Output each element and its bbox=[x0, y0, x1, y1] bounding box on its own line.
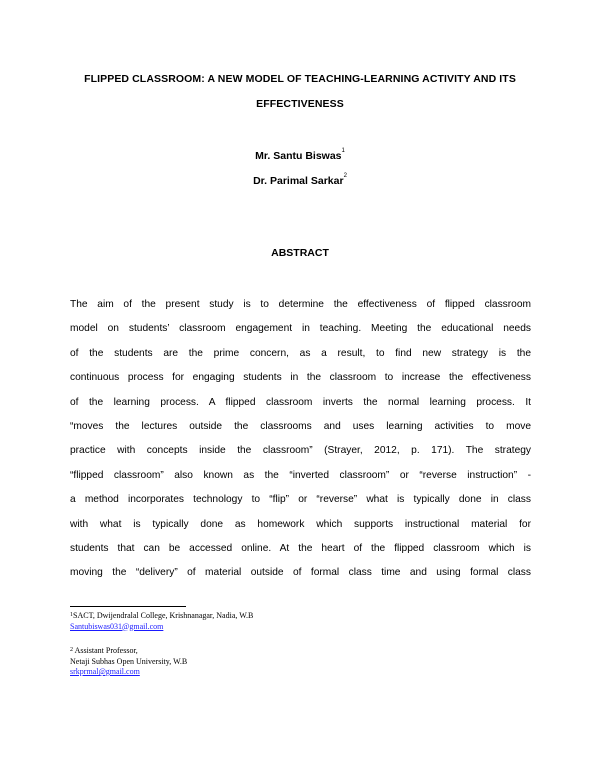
footnote-2-mark: 2 bbox=[70, 647, 73, 653]
author-2 bbox=[60, 175, 540, 187]
abstract-heading: ABSTRACT bbox=[271, 247, 329, 259]
author-2-mark: 2 bbox=[343, 173, 347, 179]
footnote-divider bbox=[70, 606, 186, 607]
footnote-2-text: Assistant Professor, bbox=[74, 646, 138, 655]
abstract-line: continuous process for engaging students in the classroom to increase the effectiveness bbox=[70, 372, 531, 384]
abstract-line: moving the “delivery” of material outside of formal class time and using formal class bbox=[70, 567, 531, 579]
footnote-1 bbox=[70, 611, 253, 632]
abstract-body bbox=[70, 293, 531, 586]
footnote-1-mark: 1 bbox=[70, 612, 73, 618]
abstract-line: of the learning process. A flipped classroom inverts the normal learning process. It bbox=[70, 396, 531, 408]
author-1-mark: 1 bbox=[341, 148, 345, 154]
footnote-1-email-link[interactable]: Santubiswas031@gmail.com bbox=[70, 621, 164, 631]
footnote-1-text: SACT, Dwijendralal College, Krishnanagar, Nadia, W.B bbox=[73, 611, 254, 620]
abstract-line: model on students’ classroom engagement in teaching. Meeting the educational needs bbox=[70, 323, 531, 335]
footnote-2 bbox=[70, 646, 187, 678]
paper-title-line-2: EFFECTIVENESS bbox=[256, 98, 344, 110]
footnote-2-affiliation: Netaji Subhas Open University, W.B bbox=[70, 656, 188, 666]
abstract-line: of the students are the prime concern, as a result, to find new strategy is the bbox=[70, 347, 531, 359]
abstract-line: a method incorporates technology to “flip” or “reverse” what is typically done in class bbox=[70, 494, 531, 506]
footnote-2-email-link[interactable]: srkprmal@gmail.com bbox=[70, 667, 140, 676]
author-2-name: Dr. Parimal Sarkar bbox=[253, 175, 344, 187]
author-1 bbox=[60, 150, 540, 162]
abstract-line: students that can be accessed online. At the heart of the flipped classroom which is bbox=[70, 542, 531, 554]
abstract-line: with what is typically done as homework which supports instructional material for bbox=[70, 518, 531, 530]
abstract-line: “moves the lectures outside the classrooms and uses learning activities to move bbox=[70, 420, 531, 432]
abstract-line: practice with concepts inside the classroom” (Strayer, 2012, p. 171). The strategy bbox=[70, 445, 531, 457]
abstract-line: “flipped classroom” also known as the “inverted classroom” or “reverse instruction” - bbox=[70, 469, 531, 481]
author-1-name: Mr. Santu Biswas bbox=[255, 150, 342, 162]
abstract-line: The aim of the present study is to determine the effectiveness of flipped classroom bbox=[70, 299, 531, 310]
paper-title-line-1: FLIPPED CLASSROOM: A NEW MODEL OF TEACHING-LEARNING ACTIVITY AND ITS bbox=[84, 73, 516, 85]
